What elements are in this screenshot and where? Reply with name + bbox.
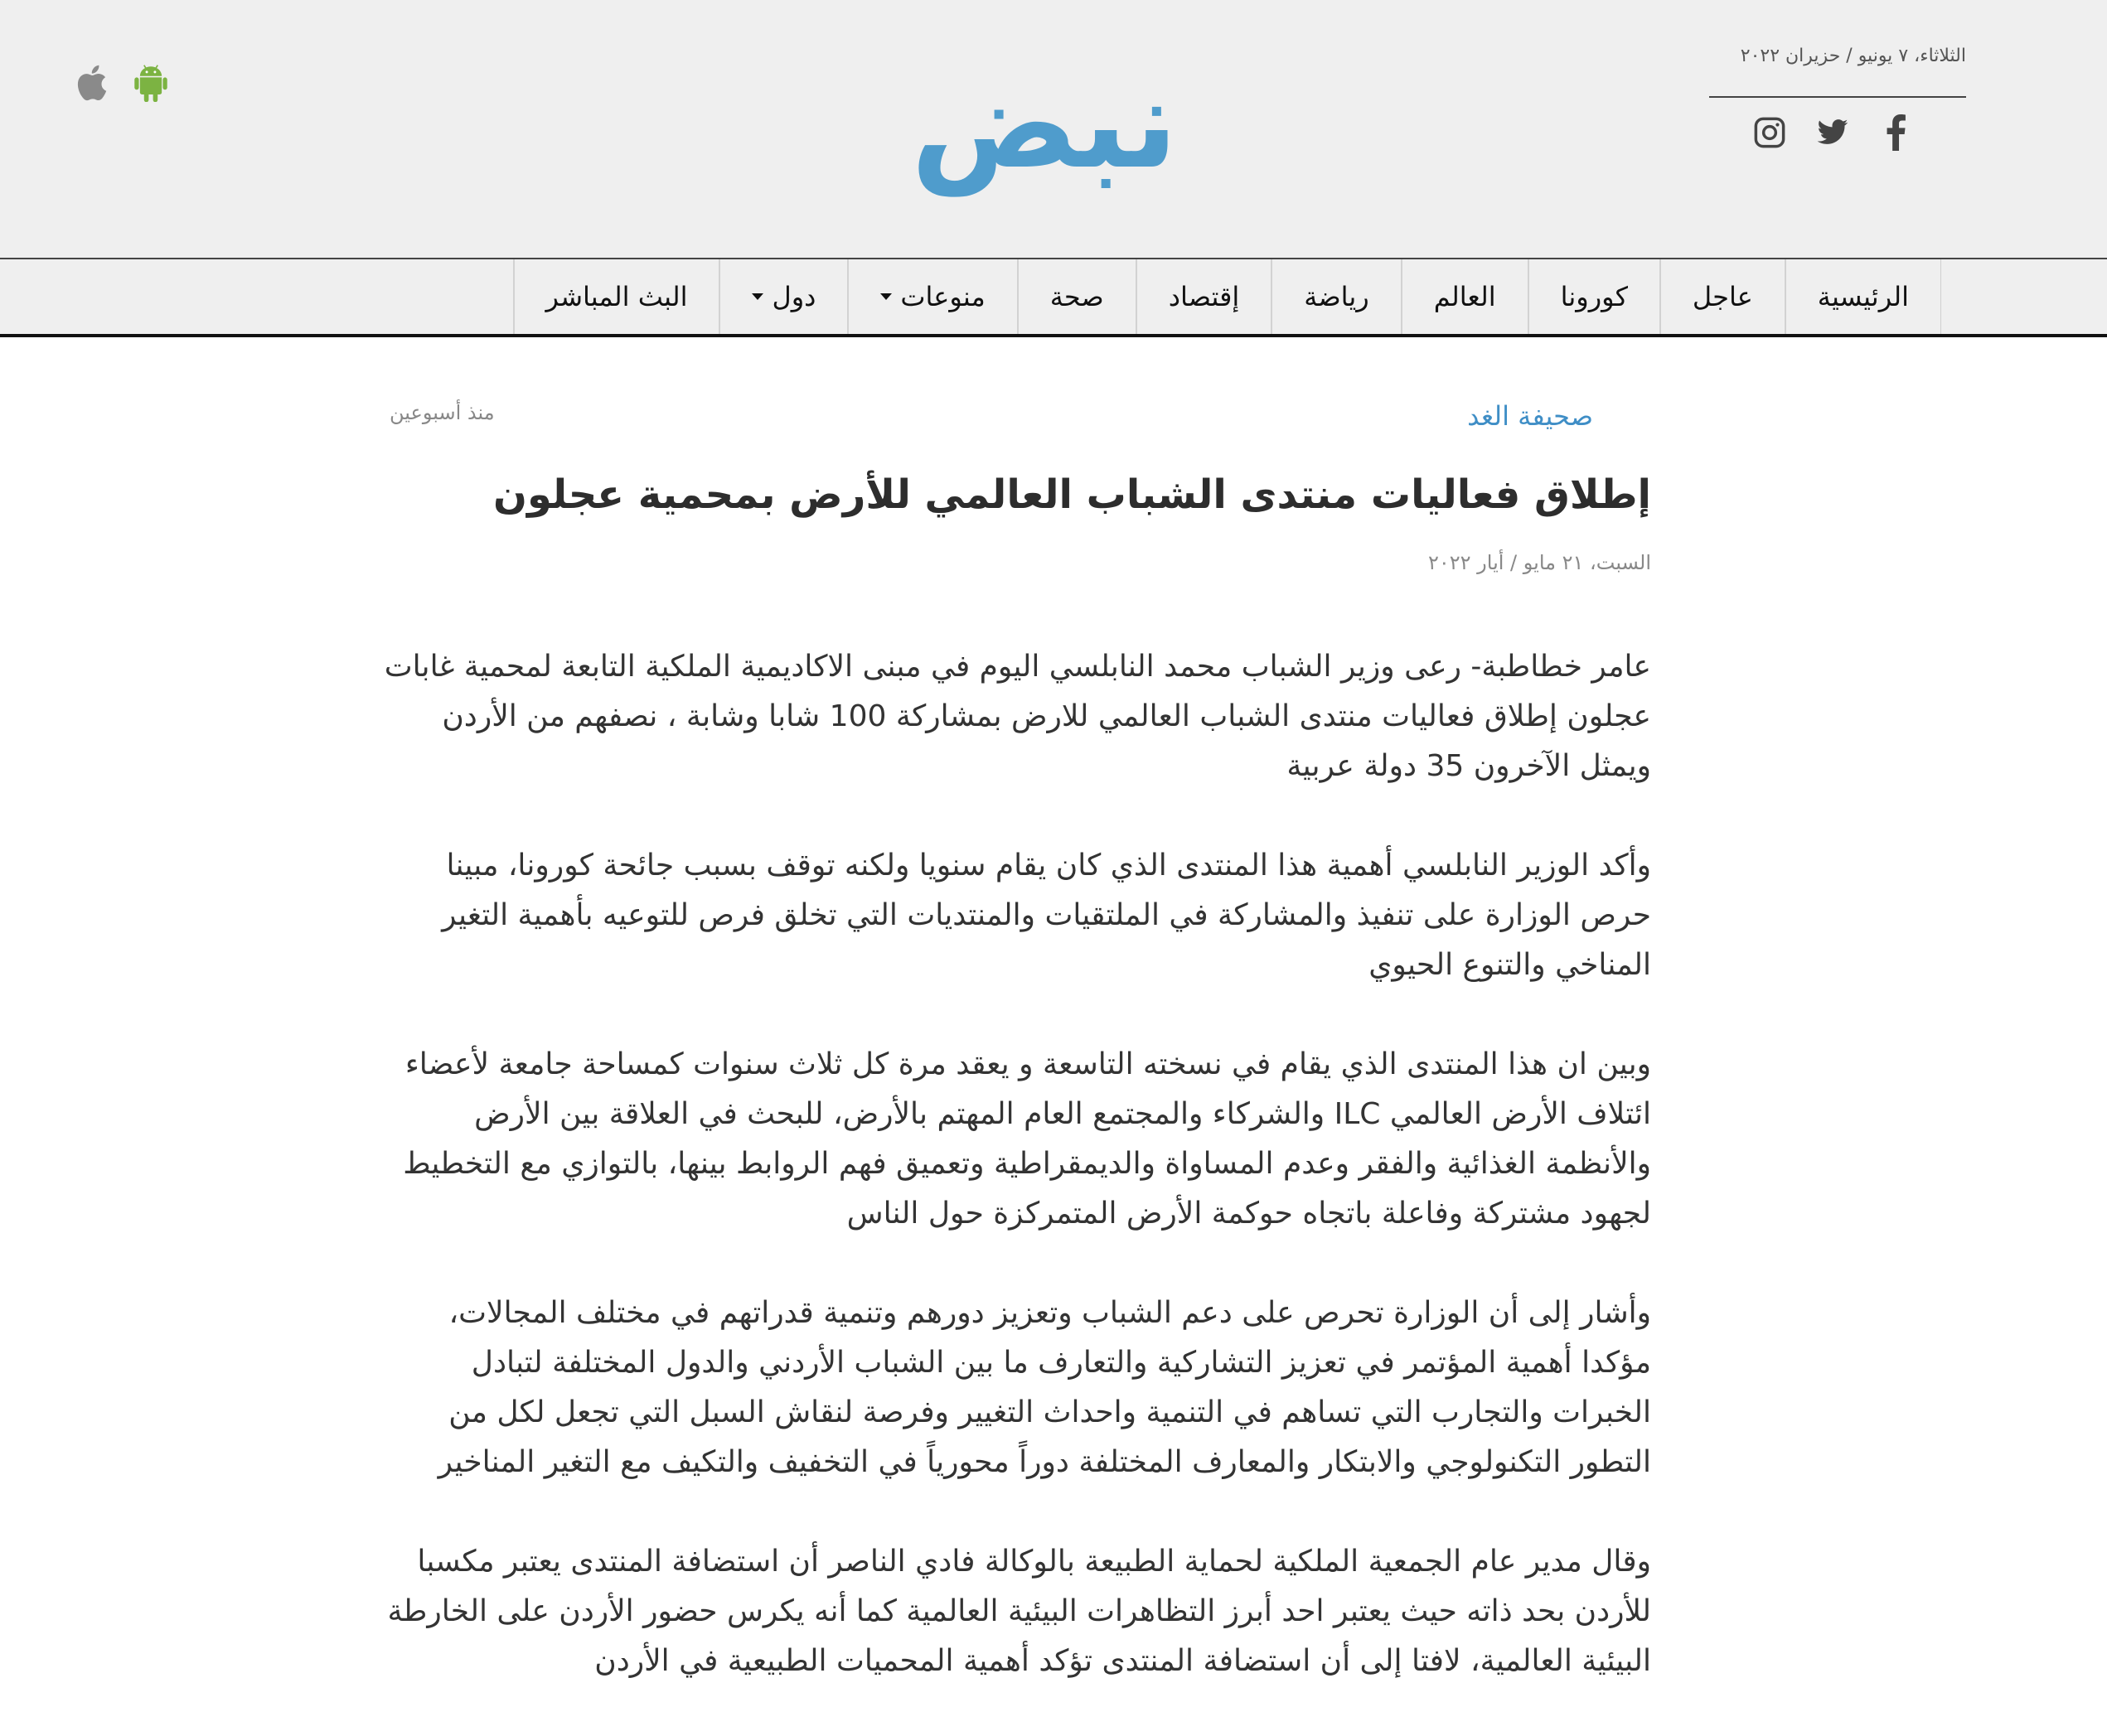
nav-list <box>513 259 1941 334</box>
article-body <box>383 642 1651 1736</box>
nav-item-corona[interactable] <box>1528 259 1659 334</box>
nav-item-misc[interactable] <box>847 259 1016 334</box>
nav-label: رياضة <box>1304 281 1369 312</box>
nav-label: البث المباشر <box>545 281 688 312</box>
nav-item-countries[interactable] <box>719 259 847 334</box>
nav-label: صحة <box>1049 281 1104 312</box>
article-paragraph: وبين ان هذا المنتدى الذي يقام في نسخته التاسعة و يعقد مرة كل ثلاث سنوات كمساحة جامعة لأعضاء ائتلاف الأرض العالمي ILC والشركاء والمجتمع العام المهتم بالأرض، للبحث في العلاقة بين الأرض والأنظمة الغذائية والفقر وعدم المساواة والديمقراطية وتعميق فهم الروابط بينها، بالتوازي مع التخطيط لجهود مشتركة وفاعلة باتجاه حوكمة الأرض المتمركزة حول الناس <box>403 1047 1651 1231</box>
site-logo[interactable] <box>862 50 1227 199</box>
article-source[interactable]: صحيفة الغد <box>1467 400 1593 432</box>
nav-item-world[interactable] <box>1401 259 1528 334</box>
article-time-ago: منذ أسبوعين <box>390 401 495 424</box>
nav-item-health[interactable] <box>1017 259 1136 334</box>
nav-label: الرئيسية <box>1817 281 1909 312</box>
apple-icon[interactable] <box>71 61 111 104</box>
nav-label: العالم <box>1433 281 1496 312</box>
article-paragraph: عامر خطاطبة- رعى وزير الشباب محمد النابلسي اليوم في مبنى الاكاديمية الملكية التابعة لمحمية غابات عجلون إطلاق فعاليات منتدى الشباب العالمي للارض بمشاركة 100 شابا وشابة ، نصفهم من الأردن ويمثل الآخرون 35 دولة عربية <box>384 650 1651 783</box>
android-icon[interactable] <box>131 61 171 104</box>
chevron-down-icon <box>752 293 763 300</box>
nav-item-economy[interactable] <box>1136 259 1271 334</box>
twitter-icon[interactable] <box>1812 112 1853 153</box>
article-paragraph: وأكد الوزير النابلسي أهمية هذا المنتدى الذي كان يقام سنويا ولكنه توقف بسبب جائحة كورونا، مبينا حرص الوزارة على تنفيذ والمشاركة في الملتقيات والمنتديات التي تخلق فرص للتوعيه بأهمية التغير المناخي والتنوع الحيوي <box>442 849 1651 982</box>
nav-label: منوعات <box>900 281 986 312</box>
nav-label: دول <box>772 281 816 312</box>
date-divider <box>1709 96 1966 98</box>
main-nav <box>0 258 2107 337</box>
article-paragraph: وأشار إلى أن الوزارة تحرص على دعم الشباب وتعزيز دورهم وتنمية قدراتهم في مختلف المجالات، مؤكدا أهمية المؤتمر في تعزيز التشاركية والتعارف ما بين الشباب الأردني والدول المختلفة لتبادل الخبرات والتجارب التي تساهم في التنمية واحداث التغيير وفرصة لنقاش السبل التي تجعل لكل من التطور التكنولوجي والابتكار والمعارف المختلفة دوراً محورياً في التخفيف والتكيف مع التغير المناخير <box>438 1296 1651 1479</box>
logo-text: نبض <box>910 52 1179 196</box>
nav-item-sports[interactable] <box>1271 259 1400 334</box>
article-date: السبت، ٢١ مايو / أيار ٢٠٢٢ <box>1427 551 1651 574</box>
current-date: الثلاثاء، ٧ يونيو / حزيران ٢٠٢٢ <box>1740 46 1966 66</box>
nav-item-home[interactable] <box>1785 259 1940 334</box>
article-title: إطلاق فعاليات منتدى الشباب العالمي للأرض بمحمية عجلون <box>493 471 1651 518</box>
nav-label: كورونا <box>1560 281 1628 312</box>
app-links <box>71 58 179 108</box>
social-links <box>1749 108 1948 157</box>
nav-item-breaking[interactable] <box>1659 259 1785 334</box>
article-paragraph: وقال مدير عام الجمعية الملكية لحماية الطبيعة بالوكالة فادي الناصر أن استضافة المنتدى يعتبر مكسبا للأردن بحد ذاته حيث يعتبر احد أبرز التظاهرات البيئية العالمية كما أنه يكرس حضور الأردن على الخارطة البيئية العالمية، لافتا إلى أن استضافة المنتدى تؤكد أهمية المحميات الطبيعية في الأردن <box>387 1545 1651 1678</box>
nav-item-live[interactable] <box>513 259 719 334</box>
nav-label: إقتصاد <box>1168 281 1240 312</box>
nav-label: عاجل <box>1692 281 1753 312</box>
site-header <box>0 0 2107 258</box>
facebook-icon[interactable] <box>1875 112 1916 153</box>
instagram-icon[interactable] <box>1749 112 1790 153</box>
chevron-down-icon <box>880 293 892 300</box>
